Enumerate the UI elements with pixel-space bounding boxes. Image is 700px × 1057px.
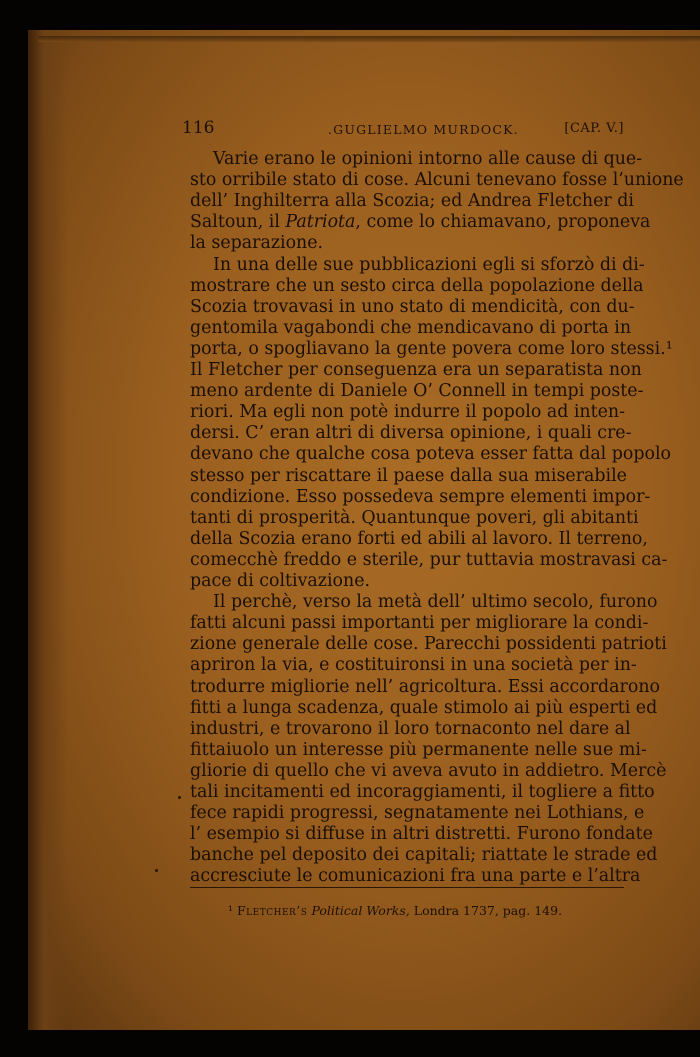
text-line: accresciute le comunicazioni fra una parte e l’altra xyxy=(190,866,641,887)
text-line: tali incitamenti ed incoraggiamenti, il togliere a fitto xyxy=(190,782,655,802)
text-line: condizione. Esso possedeva sempre elementi impor- xyxy=(190,486,651,507)
text-line: comecchè freddo e sterile, pur tuttavia mostravasi ca- xyxy=(190,549,668,570)
footnote-rule xyxy=(190,887,624,888)
text-line: fittaiuolo un interesse più permanente nelle sue mi- xyxy=(190,739,647,760)
text-line: zione generale delle cose. Parecchi possidenti patrioti xyxy=(190,634,667,655)
footnote-citation: Londra 1737, pag. 149. xyxy=(413,903,563,918)
text-line: della Scozia erano forti ed abili al lavoro. Il terreno, xyxy=(190,528,648,549)
text-line: sto orribile stato di cose. Alcuni tenevano fosse l’unione xyxy=(190,170,684,191)
chapter-label: [CAP. V.] xyxy=(564,121,624,136)
text-line: trodurre migliorie nell’ agricoltura. Essi accordarono xyxy=(190,676,660,697)
text-line: riori. Ma egli non potè indurre il popolo ad inten- xyxy=(190,402,625,423)
text-line: Saltoun, il Patriota, come lo chiamavano, proponeva xyxy=(190,212,651,233)
text-line: apriron la via, e costituironsi in una società per in- xyxy=(190,655,637,676)
text-line: Scozia trovavasi in uno stato di mendicità, con du- xyxy=(190,296,635,317)
page-number: 116 xyxy=(182,118,215,138)
ink-speck xyxy=(178,796,181,799)
text-line: mostrare che un sesto circa della popolazione della xyxy=(190,275,644,296)
text-line: banche pel deposito dei capitali; riattate le strade ed xyxy=(190,845,658,866)
text-line: devano che qualche cosa poteva esser fatta dal popolo xyxy=(190,444,672,465)
text-line: l’ esempio si diffuse in altri distretti. Furono fondate xyxy=(190,824,653,845)
running-title: .GUGLIELMO MURDOCK. xyxy=(328,122,519,137)
page-header xyxy=(182,118,624,144)
text-line: Il Fletcher per conseguenza era un separatista non xyxy=(190,360,642,380)
text-line: stesso per riscattare il paese dalla sua miserabile xyxy=(190,465,627,486)
text-line: Varie erano le opinioni intorno alle cause di que- xyxy=(213,149,643,169)
text-line: fitti a lunga scadenza, quale stimolo ai più esperti ed xyxy=(190,697,658,718)
text-line: dell’ Inghilterra alla Scozia; ed Andrea Fletcher di xyxy=(190,191,634,212)
text-line: tanti di prosperità. Quantunque poveri, gli abitanti xyxy=(190,507,639,528)
footnote-marker: ¹ xyxy=(228,903,234,918)
text-line: fatti alcuni passi importanti per migliorare la condi- xyxy=(190,613,649,634)
footnote-author: Fletcher’s xyxy=(237,903,308,918)
footnote-work: Political Works, xyxy=(311,903,410,918)
text-line: industri, e trovarono il loro tornaconto nel dare al xyxy=(190,718,631,739)
italic-term: Patriota xyxy=(285,212,356,233)
text-line: In una delle sue pubblicazioni egli si sforzò di di- xyxy=(213,254,645,275)
text-line: gentomila vagabondi che mendicavano di porta in xyxy=(190,317,632,338)
text-line: dersi. C’ eran altri di diversa opinione, i quali cre- xyxy=(190,423,632,444)
text-line: Il perchè, verso la metà dell’ ultimo secolo, furono xyxy=(213,592,658,613)
text-line: gliorie di quello che vi aveva avuto in addietro. Mercè xyxy=(190,760,667,781)
text-line: pace di coltivazione. xyxy=(190,571,371,591)
text-line: la separazione. xyxy=(190,233,324,254)
text-line: meno ardente di Daniele O’ Connell in tempi poste- xyxy=(190,381,644,402)
text-line: fece rapidi progressi, segnatamente nei Lothians, e xyxy=(190,803,645,824)
text-line: porta, o spogliavano la gente povera come loro stessi.¹ xyxy=(190,338,673,359)
footnote xyxy=(228,903,628,918)
page-top-edge xyxy=(38,36,700,42)
ink-speck xyxy=(155,869,158,872)
